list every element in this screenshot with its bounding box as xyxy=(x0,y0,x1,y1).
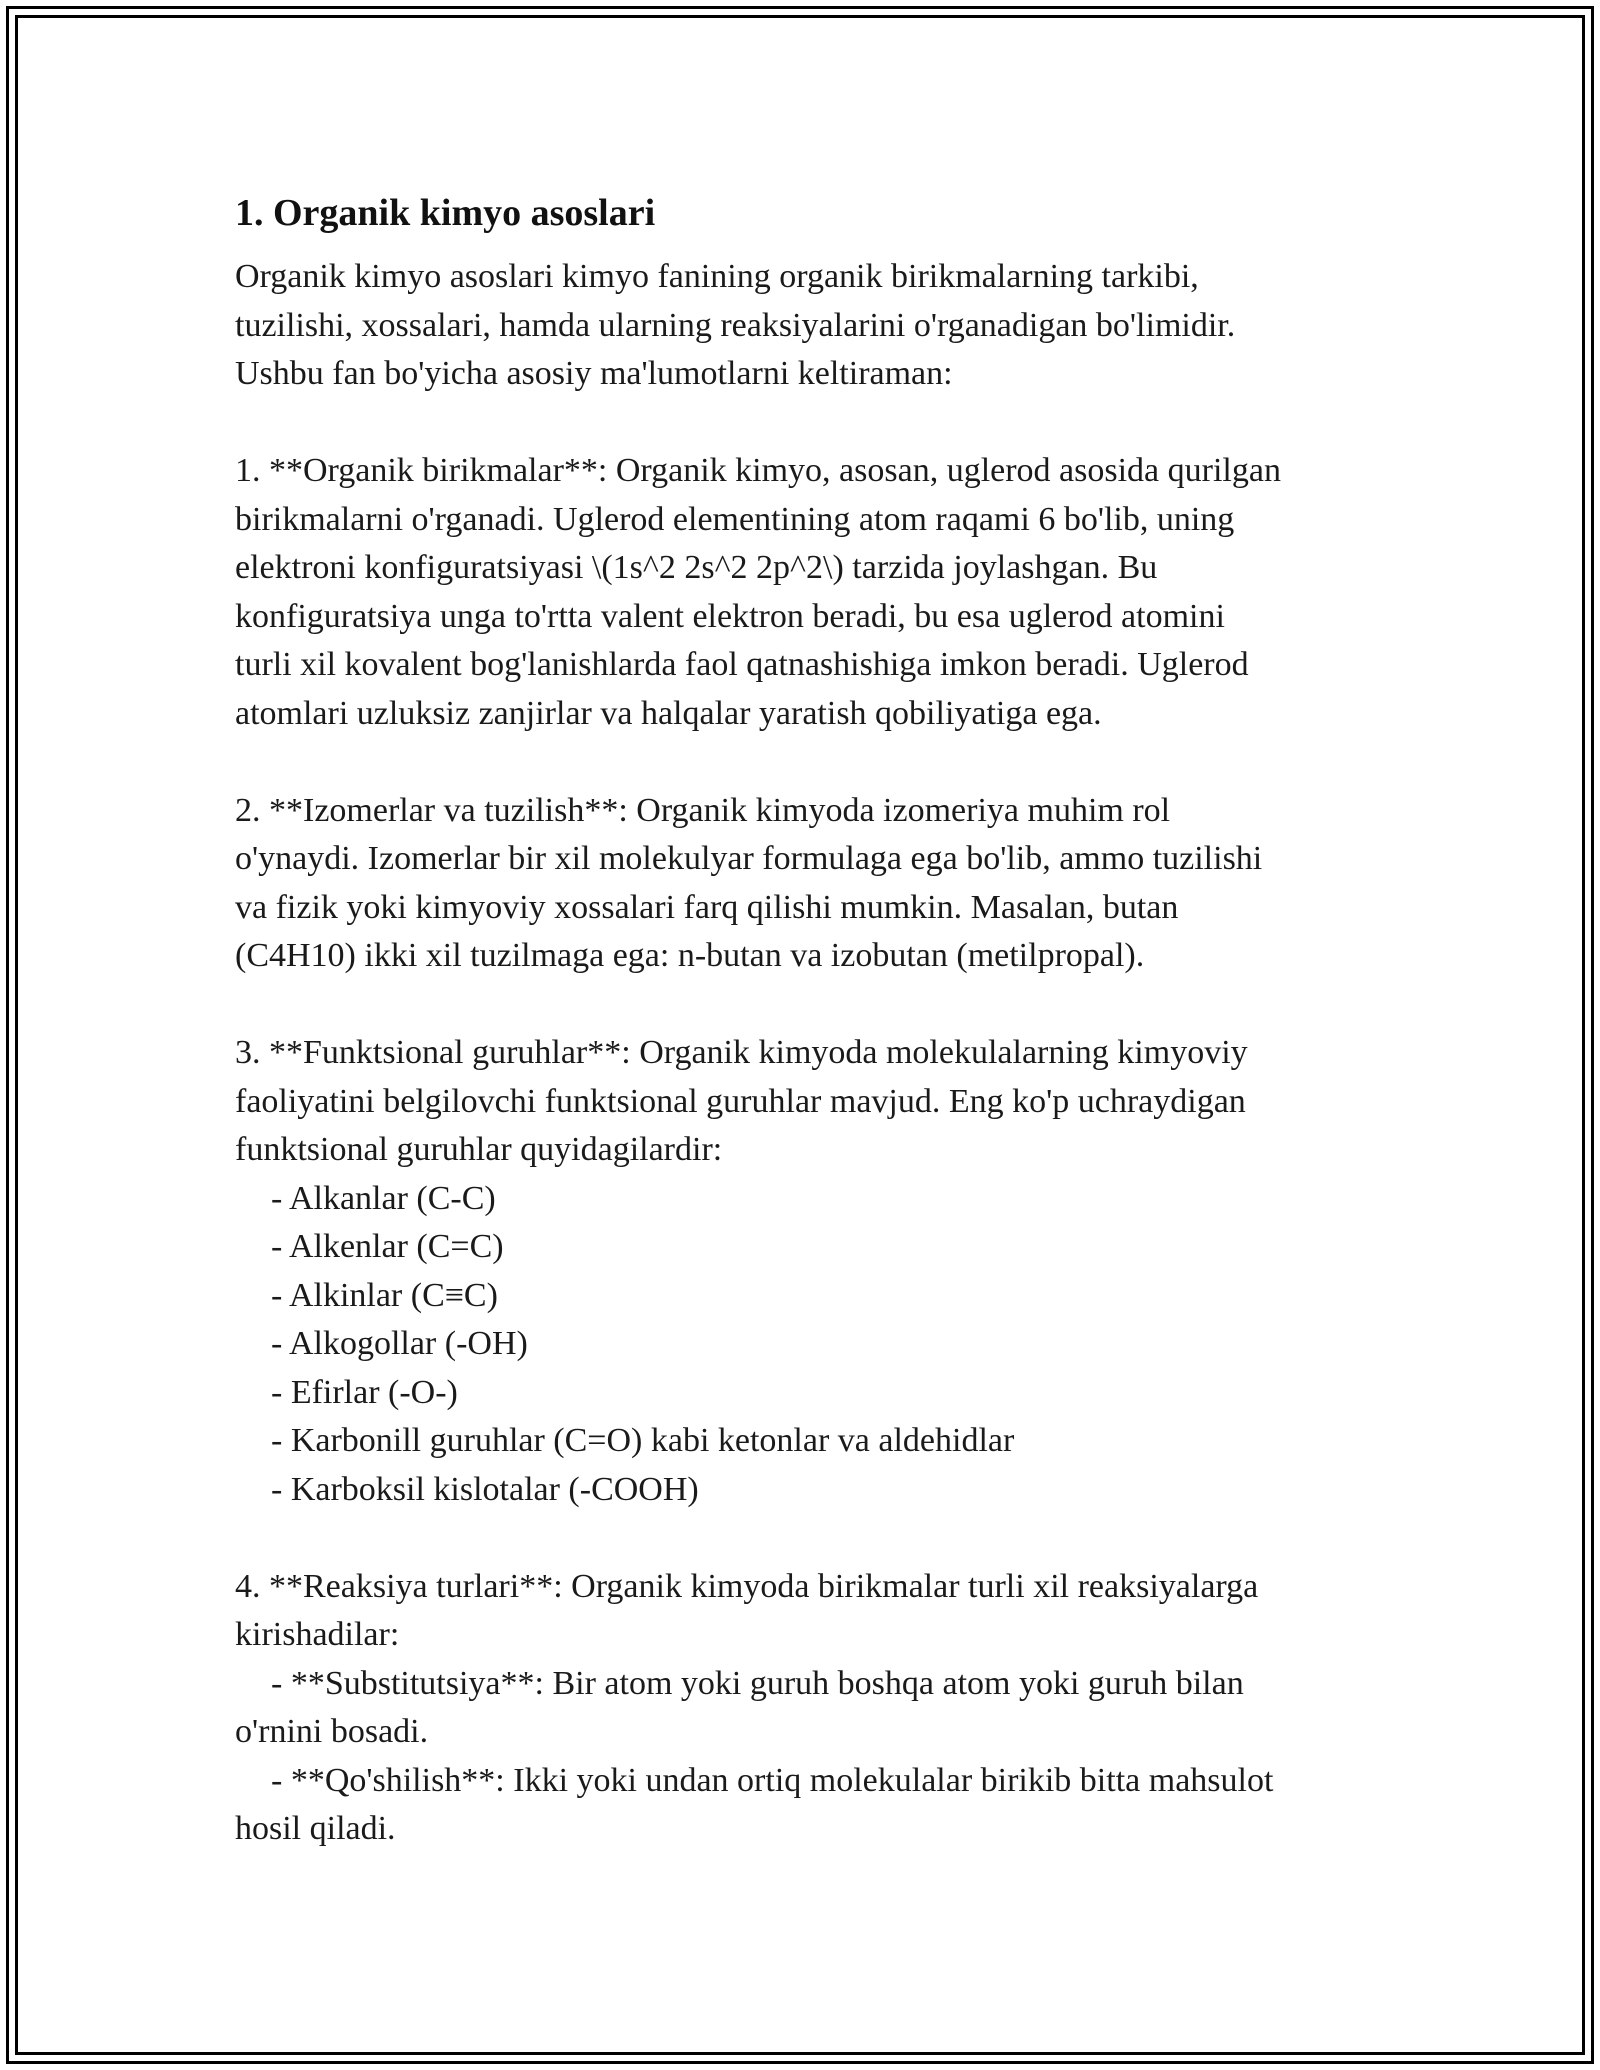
functional-groups-list xyxy=(235,1175,1415,1515)
section-reaction-types: 4. **Reaksiya turlari**: Organik kimyoda birikmalar turli xil reaksiyalarga kirishadilar: xyxy=(235,1567,1259,1653)
section-isomers: 2. **Izomerlar va tuzilish**: Organik kimyoda izomeriya muhim rol o'ynaydi. Izomerlar bir xil molekulyar formulaga ega bo'lib, ammo tuzilishi va fizik yoki kimyoviy xossalari farq qilishi mumkin. Masalan, butan (C4H10) ikki xil tuzilmaga ega: n-butan va izobutan (metilpropal). xyxy=(235,791,1263,974)
paragraph-gap xyxy=(235,1514,1415,1563)
list-item: - Karboksil kislotalar (-COOH) xyxy=(271,1470,699,1508)
list-item: - Alkogollar (-OH) xyxy=(271,1325,528,1362)
paragraph-gap xyxy=(235,981,1415,1030)
substitution-item-continued: o'rnini bosadi. xyxy=(235,1713,429,1750)
list-item: - Karbonill guruhlar (C=O) kabi ketonlar va aldehidlar xyxy=(271,1422,1015,1459)
paragraph-gap xyxy=(235,738,1415,787)
list-item: - Efirlar (-O-) xyxy=(271,1373,458,1411)
section-functional-groups: 3. **Funktsional guruhlar**: Organik kimyoda molekulalarning kimyoviy faoliyatini belgilovchi funktsional guruhlar mavjud. Eng ko'p uchraydigan funktsional guruhlar quyidagilardir: xyxy=(235,1034,1248,1168)
list-item: - Alkanlar (C-C) xyxy=(271,1179,496,1217)
intro-paragraph: Organik kimyo asoslari kimyo fanining organik birikmalarning tarkibi, tuzilishi, xossalari, hamda ularning reaksiyalarini o'rganadigan bo'limidir. Ushbu fan bo'yicha asosiy ma'lumotlarni keltiraman: xyxy=(235,258,1236,392)
list-item: - Alkinlar (C≡C) xyxy=(271,1276,498,1314)
section-organic-compounds: 1. **Organik birikmalar**: Organik kimyo, asosan, uglerod asosida qurilgan birikmalarni o'rganadi. Uglerod elementining atom raqami 6 bo'lib, uning elektroni konfiguratsiyasi \(1s^2 2s^2 2p^2\) tarzida joylashgan. Bu konfiguratsiya unga to'rtta valent elektron beradi, bu esa uglerod atomini turli xil kovalent bog'lanishlarda faol qatnashishiga imkon beradi. Uglerod atomlari uzluksiz zanjirlar va halqalar yaratish qobiliyatiga ega. xyxy=(235,452,1281,732)
substitution-item: - **Substitutsiya**: Bir atom yoki guruh boshqa atom yoki guruh bilan xyxy=(271,1664,1244,1702)
document-title: 1. Organik kimyo asoslari xyxy=(235,192,656,234)
addition-item-continued: hosil qiladi. xyxy=(235,1810,396,1847)
addition-item: - **Qo'shilish**: Ikki yoki undan ortiq molekulalar birikib bitta mahsulot xyxy=(271,1761,1274,1799)
document-body xyxy=(235,186,1415,1854)
list-item: - Alkenlar (C=C) xyxy=(271,1228,504,1265)
paragraph-gap xyxy=(235,399,1415,448)
